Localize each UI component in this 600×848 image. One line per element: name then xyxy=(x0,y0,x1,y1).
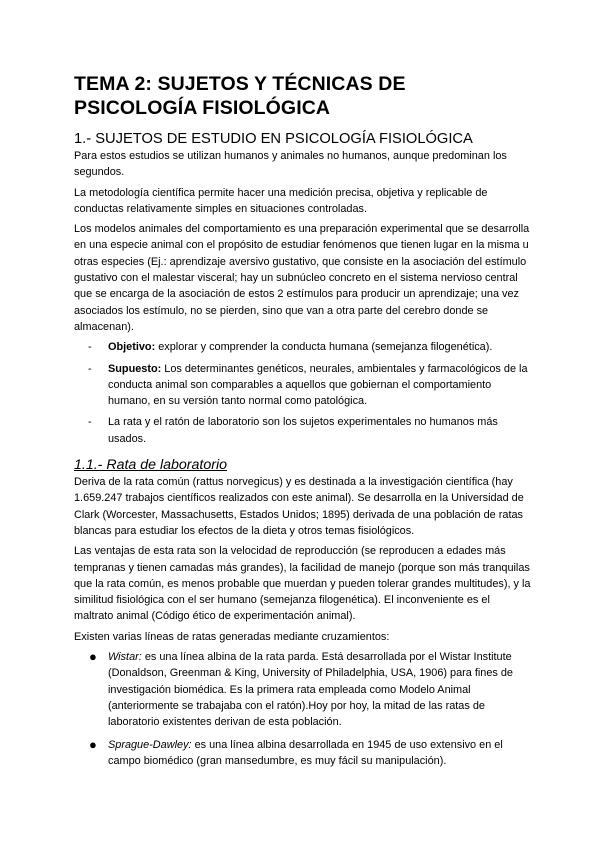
list-item-term: Sprague-Dawley: xyxy=(108,738,192,751)
dash-marker: - xyxy=(88,416,92,429)
list-item-term: Objetivo: xyxy=(108,341,156,354)
bullet-marker: ● xyxy=(89,736,97,752)
list-item xyxy=(74,737,532,770)
list-item-term: Supuesto: xyxy=(108,362,162,375)
bullet-list xyxy=(74,649,532,769)
document-body xyxy=(74,72,532,775)
list-item-text: La rata y el ratón de laboratorio son los sujetos experimentales no humanos más usados. xyxy=(108,416,498,445)
paragraph: Para estos estudios se utilizan humanos y animales no humanos, aunque predominan los segundos. xyxy=(74,150,507,179)
dash-marker: - xyxy=(88,362,92,375)
list-item-text: es una línea albina desarrollada en 1945 de uso extensivo en el campo biomédico (gran mansedumbre, es muy fácil su manipulación). xyxy=(108,738,503,767)
document-title: TEMA 2: SUJETOS Y TÉCNICAS DE PSICOLOGÍA FISIOLÓGICA xyxy=(74,73,406,119)
list-item xyxy=(74,361,532,410)
dash-marker: - xyxy=(88,341,92,354)
paragraph: Existen varias líneas de ratas generadas mediante cruzamientos: xyxy=(74,630,390,643)
dash-list xyxy=(74,339,532,447)
paragraph: Deriva de la rata común (rattus norvegicus) y es destinada a la investigación científica (hay 1.659.247 trabajos científicos realizados con este animal). Se desarrolla en la Universidad de Clark (Worcester, Massachusetts, Estados Unidos; 1895) derivada de una población de ratas blancas para estudiar los efectos de la dieta y otros temas fisiológicos. xyxy=(74,476,524,537)
paragraph: Las ventajas de esta rata son la velocidad de reproducción (se reproducen a edades más tempranas y tienen camadas más grandes), la facilidad de manejo (porque son más tranquilas que la rata común, es menos probable que muerdan y pueden tolerar grandes multitudes), y la similitud fisiológica con el ser humano (semejanza filogenética). El inconveniente es el maltrato animal (Código ético de experimentación animal). xyxy=(74,545,531,623)
list-item xyxy=(74,414,532,447)
bullet-marker: ● xyxy=(89,649,97,665)
list-item-text: Los determinantes genéticos, neurales, ambientales y farmacológicos de la conducta animal son comparables a aquellos que gobiernan el comportamiento humano, en su versión tanto normal como patológica. xyxy=(108,362,528,408)
list-item xyxy=(74,339,532,355)
list-item-text: es una línea albina de la rata parda. Está desarrollada por el Wistar Institute (Donaldson, Greenman & King, University of Philadelphia, USA, 1906) para fines de investigación biomédica. Es la primera rata empleada como Modelo Animal (anteriormente se trabajaba con el ratón).Hoy por hoy, la mitad de las ratas de laboratorio existentes derivan de esta población. xyxy=(108,651,513,729)
paragraph: La metodología científica permite hacer una medición precisa, objetiva y replicable de conductas relativamente simples en situaciones controladas. xyxy=(74,186,488,215)
paragraph: Los modelos animales del comportamiento es una preparación experimental que se desarrolla en una especie animal con el propósito de estudiar fenómenos que tienen lugar en la misma u otras especies (Ej.: aprendizaje aversivo gustativo, que consiste en la asociación del estímulo gustativo con el malestar visceral; hay un subnúcleo concreto en el sistema nervioso central que se encarga de la asociación de estos 2 estímulos para producir un aprendizaje; una vez asociados los estímulo, no se pierden, sino que van a otra parte del cerebro donde se almacenan). xyxy=(74,223,530,333)
subsection-heading: 1.1.- Rata de laboratorio xyxy=(74,457,228,474)
section-heading: 1.- SUJETOS DE ESTUDIO EN PSICOLOGÍA FISIOLÓGICA xyxy=(74,131,473,147)
list-item-term: Wistar: xyxy=(108,651,142,664)
list-item-text: explorar y comprender la conducta humana (semejanza filogenética). xyxy=(155,341,493,354)
list-item xyxy=(74,649,532,730)
